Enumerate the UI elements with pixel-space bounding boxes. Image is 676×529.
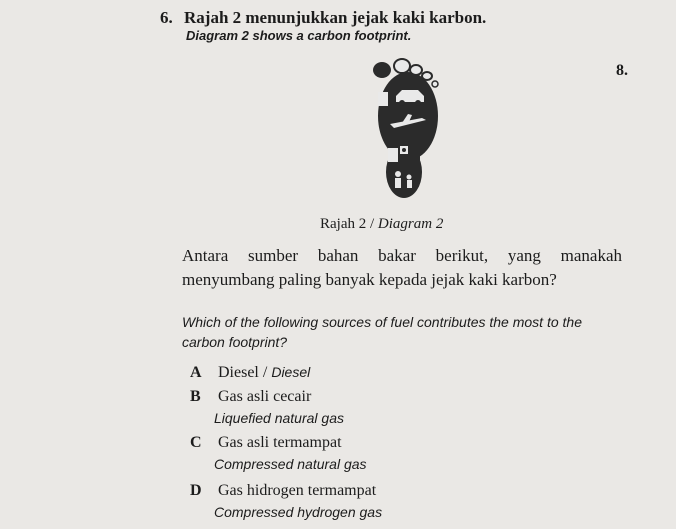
option-d-letter: D: [190, 482, 202, 499]
option-a-english: Diesel: [271, 364, 311, 380]
option-a[interactable]: [190, 364, 310, 382]
question-prompt-malay: Antara sumber bahan bakar berikut, yang manakah menyumbang paling banyak kepada jejak kaki karbon?: [182, 246, 622, 289]
option-b[interactable]: [190, 388, 311, 406]
option-b-letter: B: [190, 388, 201, 405]
question-title-english: Diagram 2 shows a carbon footprint.: [186, 28, 412, 43]
option-c-letter: C: [190, 434, 202, 451]
option-c-malay: Gas asli termampat: [218, 434, 342, 451]
diagram-caption: [320, 216, 443, 233]
option-b-malay: Gas asli cecair: [218, 388, 312, 405]
option-d-english: Compressed hydrogen gas: [214, 504, 383, 520]
question-number: 6.: [160, 8, 173, 27]
question-title-ms-text: Rajah 2 menunjukkan jejak kaki karbon.: [184, 8, 487, 27]
question-title-malay: [160, 8, 486, 28]
caption-english: Diagram 2: [377, 216, 444, 232]
option-c[interactable]: [190, 434, 342, 452]
question-prompt-english: Which of the following sources of fuel contributes the most to the carbon footprint?: [182, 314, 582, 350]
option-d[interactable]: [190, 482, 376, 500]
option-c-english: Compressed natural gas: [214, 456, 367, 472]
option-d-malay: Gas hidrogen termampat: [218, 482, 377, 499]
option-b-english: Liquefied natural gas: [214, 410, 344, 426]
option-a-malay: Diesel /: [218, 364, 268, 381]
caption-malay: Rajah 2 /: [320, 216, 375, 232]
carbon-footprint-diagram: [360, 54, 450, 204]
option-a-letter: A: [190, 364, 202, 381]
side-question-number: 8.: [616, 62, 628, 79]
